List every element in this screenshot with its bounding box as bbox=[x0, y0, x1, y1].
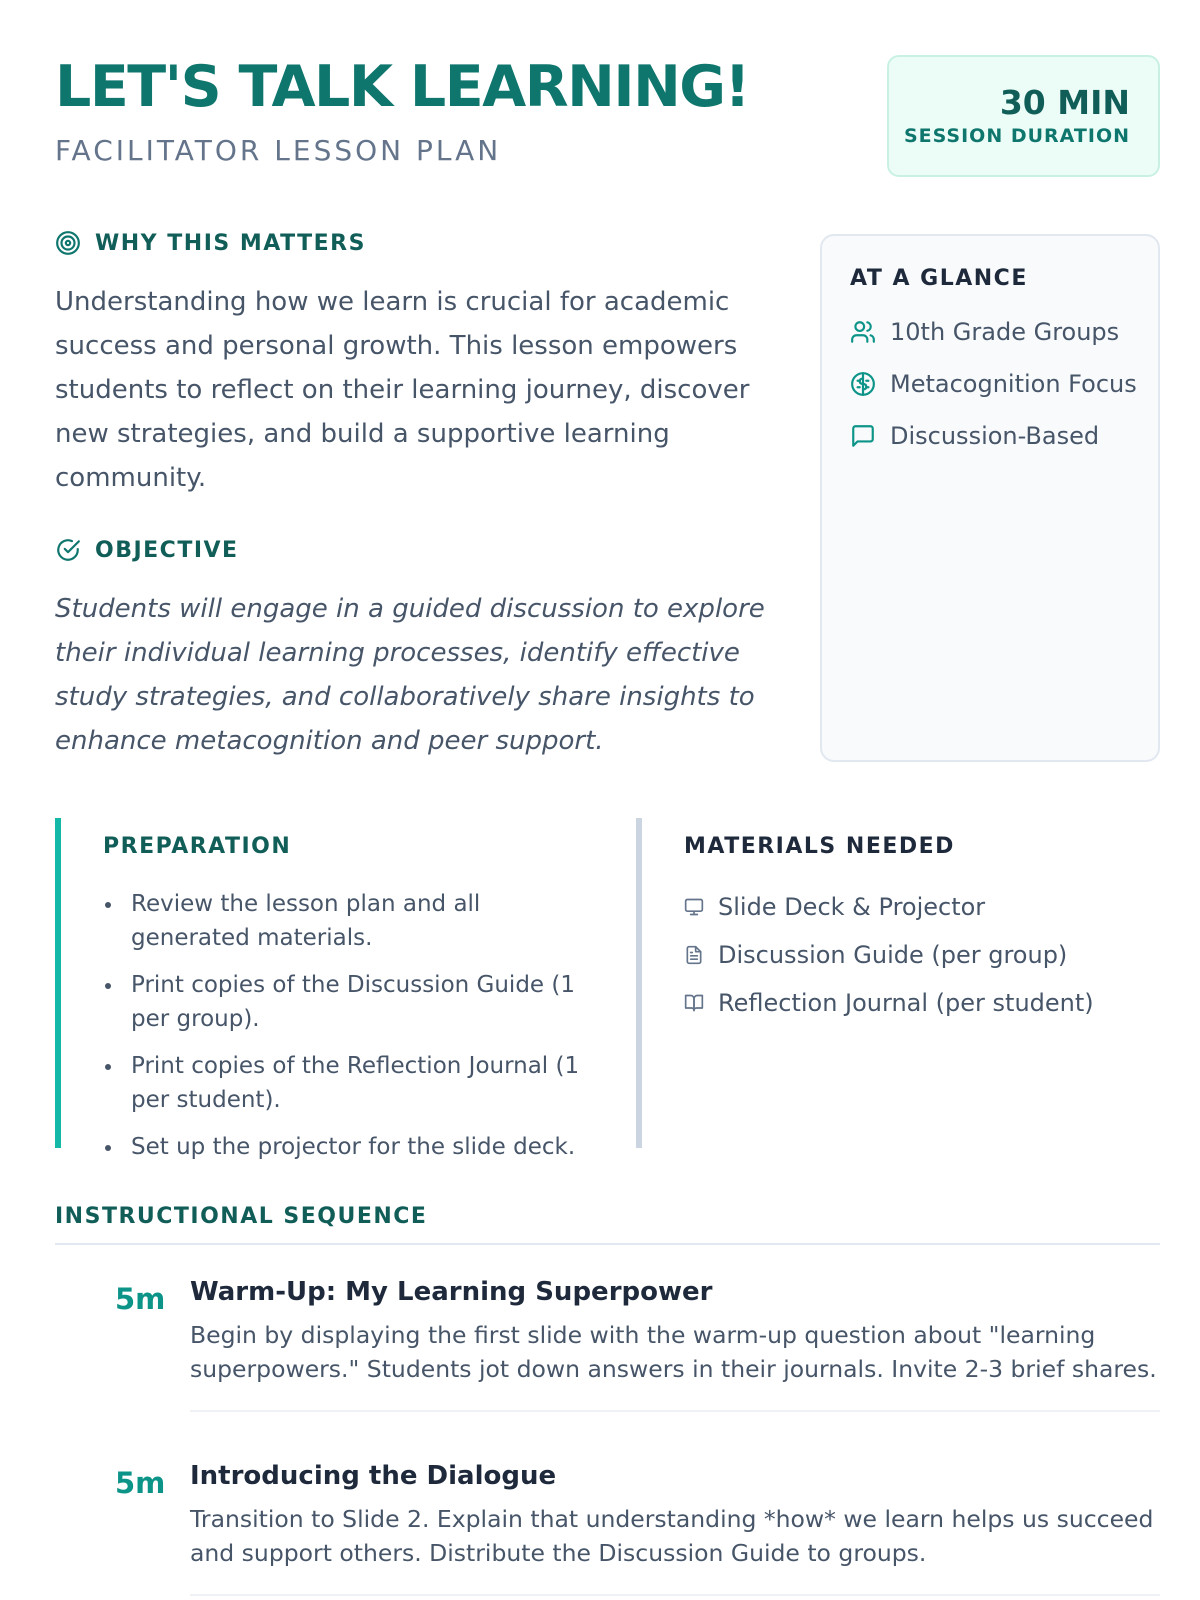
preparation-list bbox=[103, 887, 580, 1164]
check-circle-icon bbox=[55, 537, 81, 563]
why-heading-label: WHY THIS MATTERS bbox=[95, 230, 366, 256]
materials-section bbox=[636, 818, 1156, 1148]
preparation-title: PREPARATION bbox=[103, 834, 292, 859]
divider bbox=[190, 1410, 1160, 1412]
step-time: 5m bbox=[115, 1466, 166, 1500]
material-label: Discussion Guide (per group) bbox=[718, 941, 1068, 969]
list-item: Review the lesson plan and all generated materials. bbox=[103, 887, 580, 955]
book-icon bbox=[684, 993, 704, 1013]
list-item bbox=[684, 883, 1156, 931]
step-body bbox=[190, 1458, 1160, 1570]
why-heading bbox=[55, 230, 366, 256]
materials-title: MATERIALS NEEDED bbox=[684, 834, 955, 859]
page-header bbox=[55, 52, 1160, 182]
glance-item-label: 10th Grade Groups bbox=[890, 318, 1120, 346]
chat-icon bbox=[850, 423, 876, 449]
glance-title: AT A GLANCE bbox=[850, 266, 1028, 291]
list-item: Print copies of the Discussion Guide (1 per group). bbox=[103, 968, 580, 1036]
users-icon bbox=[850, 319, 876, 345]
materials-list bbox=[684, 883, 1156, 1027]
page-subtitle: FACILITATOR LESSON PLAN bbox=[55, 134, 502, 167]
step-title: Introducing the Dialogue bbox=[190, 1461, 557, 1491]
document-icon bbox=[684, 945, 704, 965]
list-item bbox=[684, 979, 1156, 1027]
target-icon bbox=[55, 230, 81, 256]
glance-item bbox=[850, 370, 1137, 398]
page-title: LET'S TALK LEARNING! bbox=[55, 54, 750, 120]
at-a-glance-card bbox=[820, 234, 1160, 762]
objective-heading-label: OBJECTIVE bbox=[95, 537, 239, 563]
sequence-heading: INSTRUCTIONAL SEQUENCE bbox=[55, 1204, 428, 1229]
step-title: Warm-Up: My Learning Superpower bbox=[190, 1277, 713, 1307]
duration-value: 30 MIN bbox=[999, 83, 1130, 122]
material-label: Reflection Journal (per student) bbox=[718, 989, 1094, 1017]
step-body bbox=[190, 1274, 1160, 1386]
monitor-icon bbox=[684, 897, 704, 917]
glance-item-label: Metacognition Focus bbox=[890, 370, 1137, 398]
list-item: Print copies of the Reflection Journal (1 per student). bbox=[103, 1049, 580, 1117]
list-item bbox=[684, 931, 1156, 979]
glance-item bbox=[850, 318, 1119, 346]
list-item: Set up the projector for the slide deck. bbox=[103, 1130, 580, 1164]
step-time: 5m bbox=[115, 1282, 166, 1316]
preparation-section bbox=[55, 818, 580, 1160]
divider bbox=[190, 1594, 1160, 1596]
duration-badge bbox=[887, 55, 1160, 177]
glance-item-label: Discussion-Based bbox=[890, 422, 1100, 450]
objective-heading bbox=[55, 537, 239, 563]
step-description: Begin by displaying the first slide with the warm-up question about "learning superpowers." Students jot down answers in their journals. Invite 2-3 brief shares. bbox=[190, 1321, 1157, 1383]
brain-icon bbox=[850, 371, 876, 397]
duration-label: SESSION DURATION bbox=[903, 125, 1130, 147]
divider bbox=[55, 1243, 1160, 1245]
material-label: Slide Deck & Projector bbox=[718, 893, 986, 921]
objective-text: Students will engage in a guided discussion to explore their individual learning processes, identify effective study strategies, and collaboratively share insights to enhance metacognition and peer support. bbox=[55, 594, 765, 756]
glance-item bbox=[850, 422, 1099, 450]
why-text: Understanding how we learn is crucial for academic success and personal growth. This lesson empowers students to reflect on their learning journey, discover new strategies, and build a supportive learning community. bbox=[55, 287, 750, 493]
step-description: Transition to Slide 2. Explain that understanding *how* we learn helps us succeed and support others. Distribute the Discussion Guide to groups. bbox=[190, 1505, 1154, 1567]
